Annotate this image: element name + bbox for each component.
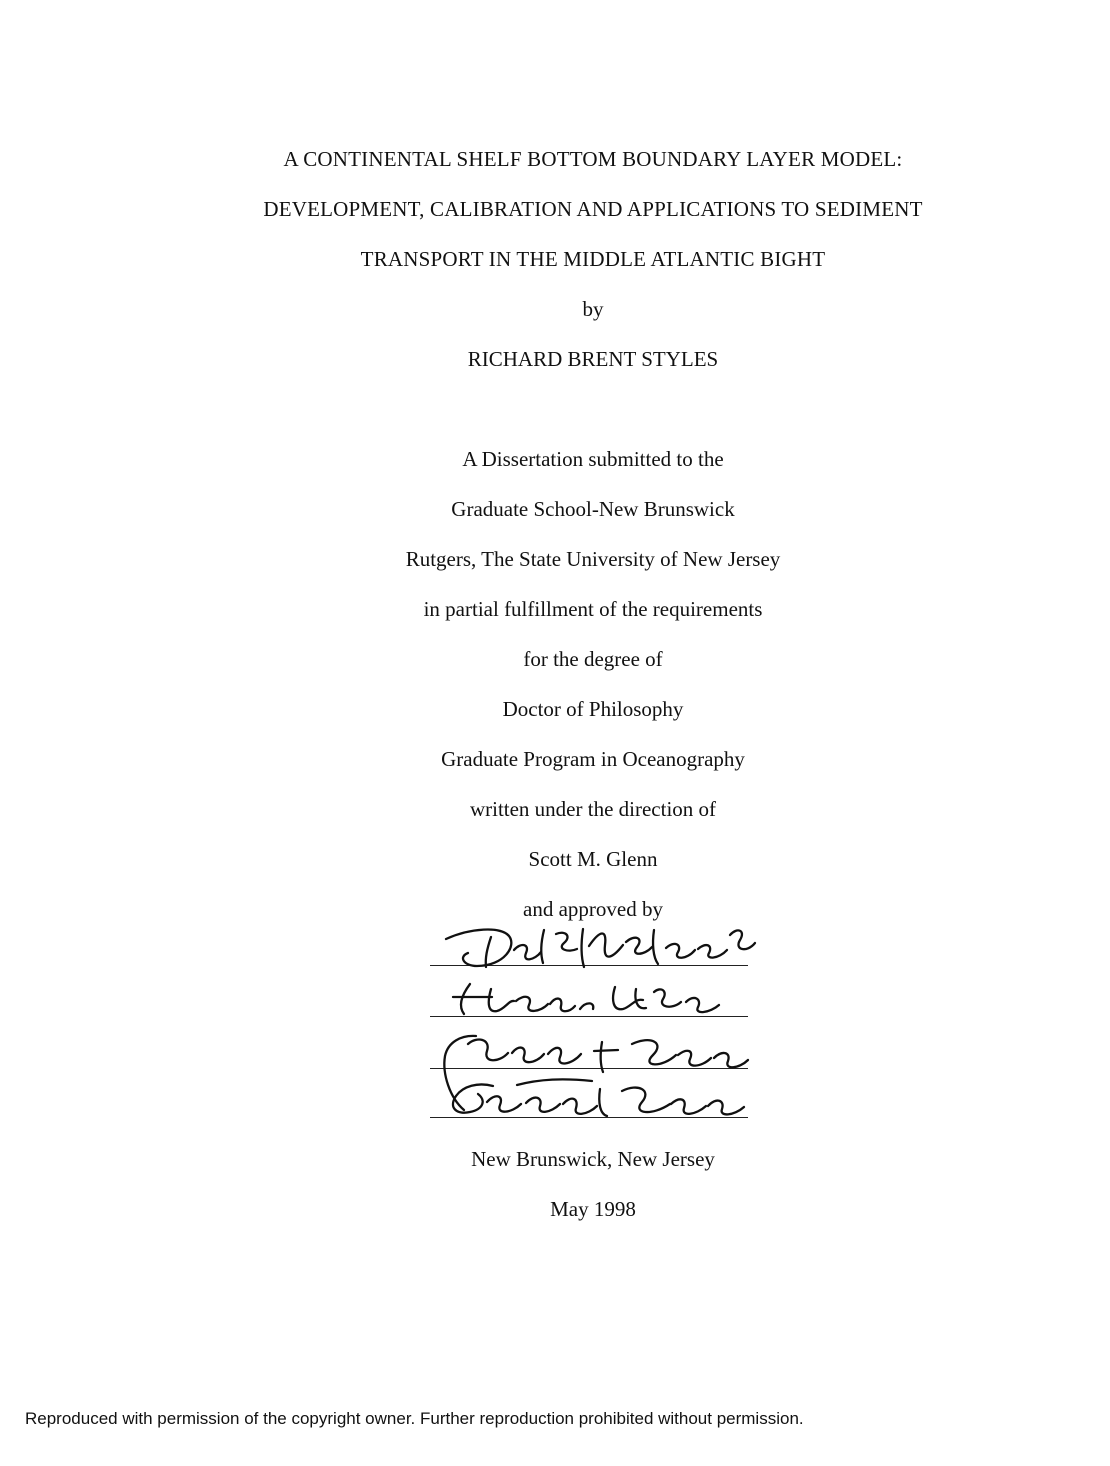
submission-line-3: Rutgers, The State University of New Jersey [405, 547, 781, 571]
date-line: May 1998 [550, 1197, 636, 1221]
title-line-3: TRANSPORT IN THE MIDDLE ATLANTIC BIGHT [360, 247, 826, 271]
by-line: by [582, 297, 604, 321]
degree-name: Doctor of Philosophy [502, 697, 684, 721]
signature-1 [446, 929, 755, 967]
submission-line-2: Graduate School-New Brunswick [451, 497, 735, 521]
signature-block [430, 918, 760, 1128]
graduate-program: Graduate Program in Oceanography [441, 747, 745, 771]
advisor-name: Scott M. Glenn [528, 847, 658, 871]
submission-line-4: in partial fulfillment of the requirements [423, 597, 763, 621]
signature-4 [453, 1079, 744, 1116]
submission-line-5: for the degree of [523, 647, 663, 671]
approval-line: and approved by [523, 897, 663, 921]
author-name: RICHARD BRENT STYLES [467, 347, 719, 371]
title-line-1: A CONTINENTAL SHELF BOTTOM BOUNDARY LAYER MODEL: [283, 147, 903, 171]
direction-line: written under the direction of [469, 797, 717, 821]
title-line-2: DEVELOPMENT, CALIBRATION AND APPLICATIONS TO SEDIMENT [263, 197, 923, 221]
reproduction-notice: Reproduced with permission of the copyright owner. Further reproduction prohibited without permission. [25, 1409, 804, 1428]
location-line: New Brunswick, New Jersey [471, 1147, 715, 1171]
submission-line-1: A Dissertation submitted to the [462, 447, 724, 471]
signature-2 [453, 984, 719, 1014]
